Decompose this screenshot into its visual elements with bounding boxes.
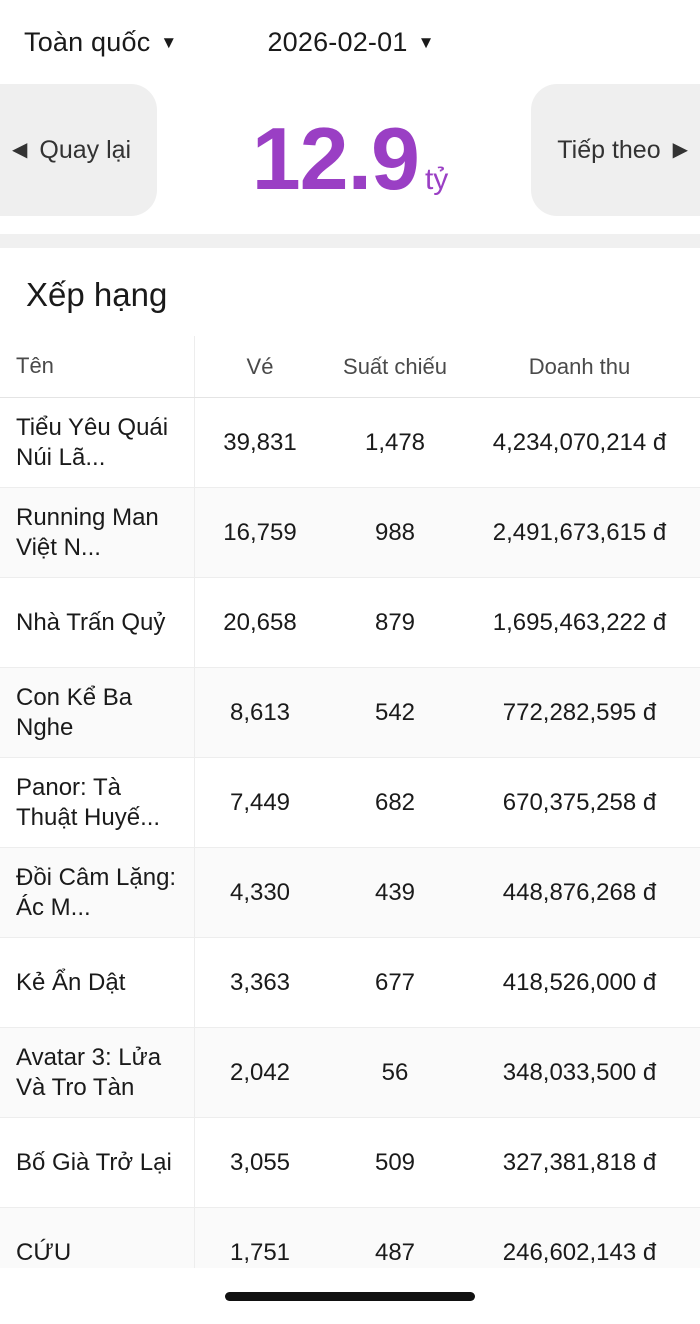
- table-row[interactable]: [0, 938, 700, 1028]
- row-revenue: 772,282,595 đ: [502, 698, 657, 726]
- row-name: Tiểu Yêu Quái Núi Lã...: [0, 398, 195, 487]
- row-revenue: 448,876,268 đ: [502, 878, 657, 906]
- ranking-table: [0, 336, 700, 1268]
- row-tickets: 2,042: [229, 1058, 291, 1086]
- row-shows: 682: [374, 788, 416, 816]
- region-filter-label: Toàn quốc: [24, 26, 151, 57]
- previous-button-label: Quay lại: [39, 135, 132, 164]
- table-row[interactable]: [0, 848, 700, 938]
- table-row[interactable]: [0, 1028, 700, 1118]
- row-name: Nhà Trấn Quỷ: [0, 578, 195, 667]
- chevron-right-icon: ▶: [672, 139, 688, 161]
- row-revenue: 1,695,463,222 đ: [492, 608, 667, 636]
- chevron-down-icon: ▼: [160, 32, 178, 52]
- table-row[interactable]: [0, 488, 700, 578]
- row-name: Con Kể Ba Nghe: [0, 668, 195, 757]
- table-header-row: [0, 336, 700, 398]
- row-tickets: 20,658: [223, 608, 297, 636]
- row-shows: 988: [374, 518, 416, 546]
- chevron-left-icon: ◀: [12, 139, 28, 161]
- row-name: CỨU: [0, 1208, 195, 1268]
- row-tickets: 8,613: [229, 698, 291, 726]
- row-shows: 487: [374, 1238, 416, 1266]
- row-tickets: 39,831: [223, 428, 297, 456]
- table-row[interactable]: [0, 1118, 700, 1208]
- row-revenue: 4,234,070,214 đ: [492, 428, 667, 456]
- table-row[interactable]: [0, 668, 700, 758]
- row-revenue: 348,033,500 đ: [502, 1058, 657, 1086]
- total-revenue-number: 12.9: [251, 109, 419, 208]
- row-tickets: 7,449: [229, 788, 291, 816]
- total-revenue-value: [251, 109, 449, 208]
- next-button[interactable]: [531, 84, 700, 216]
- row-tickets: 3,055: [229, 1148, 291, 1176]
- filter-bar: [0, 0, 700, 84]
- home-indicator[interactable]: [225, 1292, 475, 1301]
- row-shows: 879: [374, 608, 416, 636]
- column-header-revenue: Doanh thu: [528, 353, 631, 379]
- home-indicator-area: [0, 1268, 700, 1324]
- next-button-label: Tiếp theo: [557, 135, 661, 164]
- region-filter[interactable]: [24, 27, 177, 58]
- total-revenue-unit: tỷ: [424, 163, 449, 196]
- chevron-down-icon: ▼: [417, 32, 435, 52]
- row-revenue: 418,526,000 đ: [502, 968, 657, 996]
- row-name: Panor: Tà Thuật Huyế...: [0, 758, 195, 847]
- row-shows: 542: [374, 698, 416, 726]
- table-row[interactable]: [0, 1208, 700, 1268]
- row-revenue: 670,375,258 đ: [502, 788, 657, 816]
- column-header-tickets: Vé: [246, 353, 274, 379]
- table-row[interactable]: [0, 398, 700, 488]
- row-shows: 677: [374, 968, 416, 996]
- row-revenue: 246,602,143 đ: [502, 1238, 657, 1266]
- row-tickets: 3,363: [229, 968, 291, 996]
- column-header-name: Tên: [0, 336, 195, 397]
- previous-button[interactable]: [0, 84, 157, 216]
- row-shows: 439: [374, 878, 416, 906]
- row-shows: 1,478: [364, 428, 426, 456]
- row-shows: 56: [381, 1058, 409, 1086]
- row-revenue: 327,381,818 đ: [502, 1148, 657, 1176]
- row-shows: 509: [374, 1148, 416, 1176]
- row-name: Kẻ Ẩn Dật: [0, 938, 195, 1027]
- section-divider: [0, 234, 700, 248]
- row-tickets: 4,330: [229, 878, 291, 906]
- row-name: Running Man Việt N...: [0, 488, 195, 577]
- row-name: Đồi Câm Lặng: Ác M...: [0, 848, 195, 937]
- page-title: Xếp hạng: [26, 276, 168, 313]
- column-header-shows: Suất chiếu: [343, 353, 447, 379]
- table-row[interactable]: [0, 758, 700, 848]
- row-tickets: 1,751: [229, 1238, 291, 1266]
- row-name: Avatar 3: Lửa Và Tro Tàn: [0, 1028, 195, 1117]
- row-name: Bố Già Trở Lại: [0, 1118, 195, 1207]
- row-revenue: 2,491,673,615 đ: [492, 518, 667, 546]
- date-filter-label: 2026-02-01: [267, 26, 408, 57]
- table-row[interactable]: [0, 578, 700, 668]
- row-tickets: 16,759: [223, 518, 297, 546]
- date-filter[interactable]: [267, 27, 434, 58]
- hero-section: [0, 84, 700, 234]
